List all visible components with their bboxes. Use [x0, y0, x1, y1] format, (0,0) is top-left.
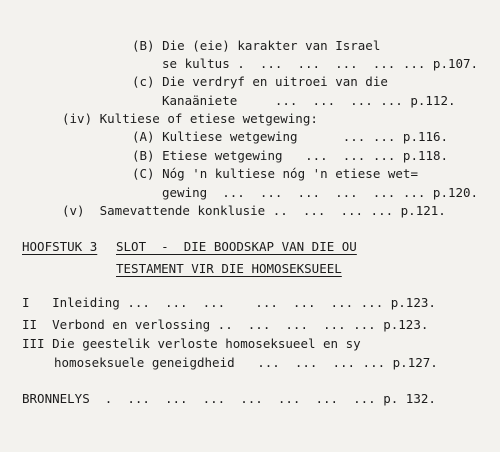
chapter-title-line2: TESTAMENT VIR DIE HOMOSEKSUEEL	[116, 261, 342, 276]
toc-section-iii-line2: homoseksuele geneigdheid ... ... ... ... p.127.	[54, 355, 438, 370]
toc-section-iii-line1: III Die geestelik verloste homoseksueel en sy	[22, 336, 361, 351]
toc-entry-iv: (iv) Kultiese of etiese wetgewing:	[62, 111, 318, 126]
toc-section-ii: II Verbond en verlossing .. ... ... ... ... p.123.	[22, 317, 429, 332]
toc-entry-v: (v) Samevattende konklusie .. ... ... ... p.121.	[62, 203, 446, 218]
toc-section-i: I Inleiding ... ... ... ... ... ... ... p.123.	[22, 295, 436, 310]
toc-entry-iv-c-line1: (C) Nóg 'n kultiese nóg 'n etiese wet=	[132, 166, 418, 181]
toc-entry-c-line2: Kanaäniete ... ... ... ... p.112.	[162, 93, 456, 108]
chapter-label: HOOFSTUK 3	[22, 239, 98, 254]
toc-entry-b-line1: (B) Die (eie) karakter van Israel	[132, 38, 381, 53]
chapter-title-line1: SLOT - DIE BOODSKAP VAN DIE OU	[116, 239, 357, 254]
toc-entry-iv-c-line2: gewing ... ... ... ... ... ... p.120.	[162, 185, 479, 200]
toc-entry-c-line1: (c) Die verdryf en uitroei van die	[132, 74, 388, 89]
toc-entry-b-line2: se kultus . ... ... ... ... ... p.107.	[162, 56, 479, 71]
toc-bronnelys: BRONNELYS . ... ... ... ... ... ... ... p. 132.	[22, 391, 436, 406]
toc-entry-iv-a: (A) Kultiese wetgewing ... ... p.116.	[132, 129, 449, 144]
toc-entry-iv-b: (B) Etiese wetgewing ... ... ... p.118.	[132, 148, 449, 163]
